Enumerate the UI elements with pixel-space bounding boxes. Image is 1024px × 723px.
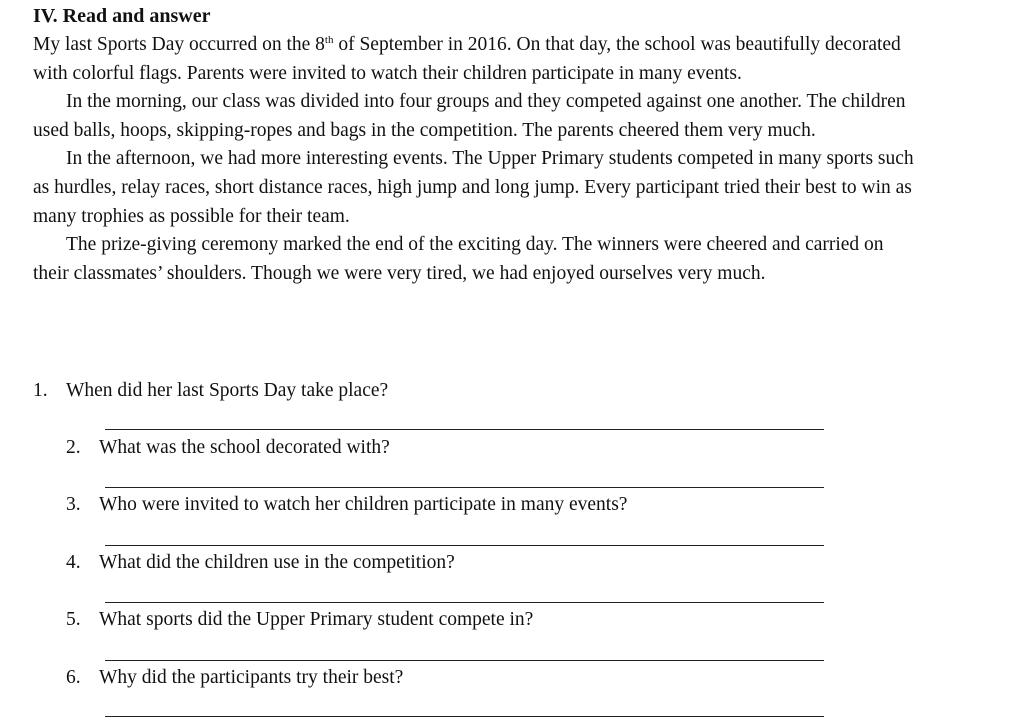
answer-line-5[interactable] xyxy=(105,660,824,661)
question-number: 3. xyxy=(66,494,81,515)
question-text: Why did the participants try their best? xyxy=(99,667,404,688)
question-2 xyxy=(66,435,390,461)
question-text: What was the school decorated with? xyxy=(99,437,390,458)
passage-paragraph-2: In the morning, our class was divided into four groups and they competed against one another. The children used balls, hoops, skipping-ropes and bags in the competition. The parents cheered them very much. xyxy=(33,91,906,141)
answer-line-1[interactable] xyxy=(105,429,824,430)
question-number: 1. xyxy=(33,380,48,401)
question-1 xyxy=(33,378,388,404)
paragraph-1-text-end: of September in 2016. On that day, the school was beautifully decorated with colorful flags. Parents were invited to watch their children participate in many events. xyxy=(33,34,901,84)
answer-line-6[interactable] xyxy=(105,716,824,717)
question-text: Who were invited to watch her children participate in many events? xyxy=(99,494,628,515)
reading-passage xyxy=(33,31,918,288)
paragraph-1-text-start: My last Sports Day occurred on the 8 xyxy=(33,34,325,55)
question-number: 2. xyxy=(66,437,81,458)
question-number: 4. xyxy=(66,552,81,573)
answer-line-4[interactable] xyxy=(105,602,824,603)
question-4 xyxy=(66,550,455,576)
passage-paragraph-4: The prize-giving ceremony marked the end of the exciting day. The winners were cheered and carried on their classmates’ shoulders. Though we were very tired, we had enjoyed ourselves very much. xyxy=(33,234,884,284)
question-5 xyxy=(66,607,533,633)
section-title: IV. Read and answer xyxy=(33,5,211,27)
question-text: When did her last Sports Day take place? xyxy=(66,380,389,401)
ordinal-suffix: th xyxy=(324,34,334,46)
answer-line-2[interactable] xyxy=(105,487,824,488)
passage-paragraph-1 xyxy=(33,31,918,88)
question-number: 6. xyxy=(66,667,81,688)
question-text: What sports did the Upper Primary student compete in? xyxy=(99,609,534,630)
question-number: 5. xyxy=(66,609,81,630)
question-text: What did the children use in the competition? xyxy=(99,552,455,573)
question-3 xyxy=(66,492,627,518)
question-6 xyxy=(66,665,403,691)
passage-paragraph-3: In the afternoon, we had more interesting events. The Upper Primary students competed in many sports such as hurdles, relay races, short distance races, high jump and long jump. Every participant tried their best to win as many trophies as possible for their team. xyxy=(33,148,914,227)
answer-line-3[interactable] xyxy=(105,545,824,546)
